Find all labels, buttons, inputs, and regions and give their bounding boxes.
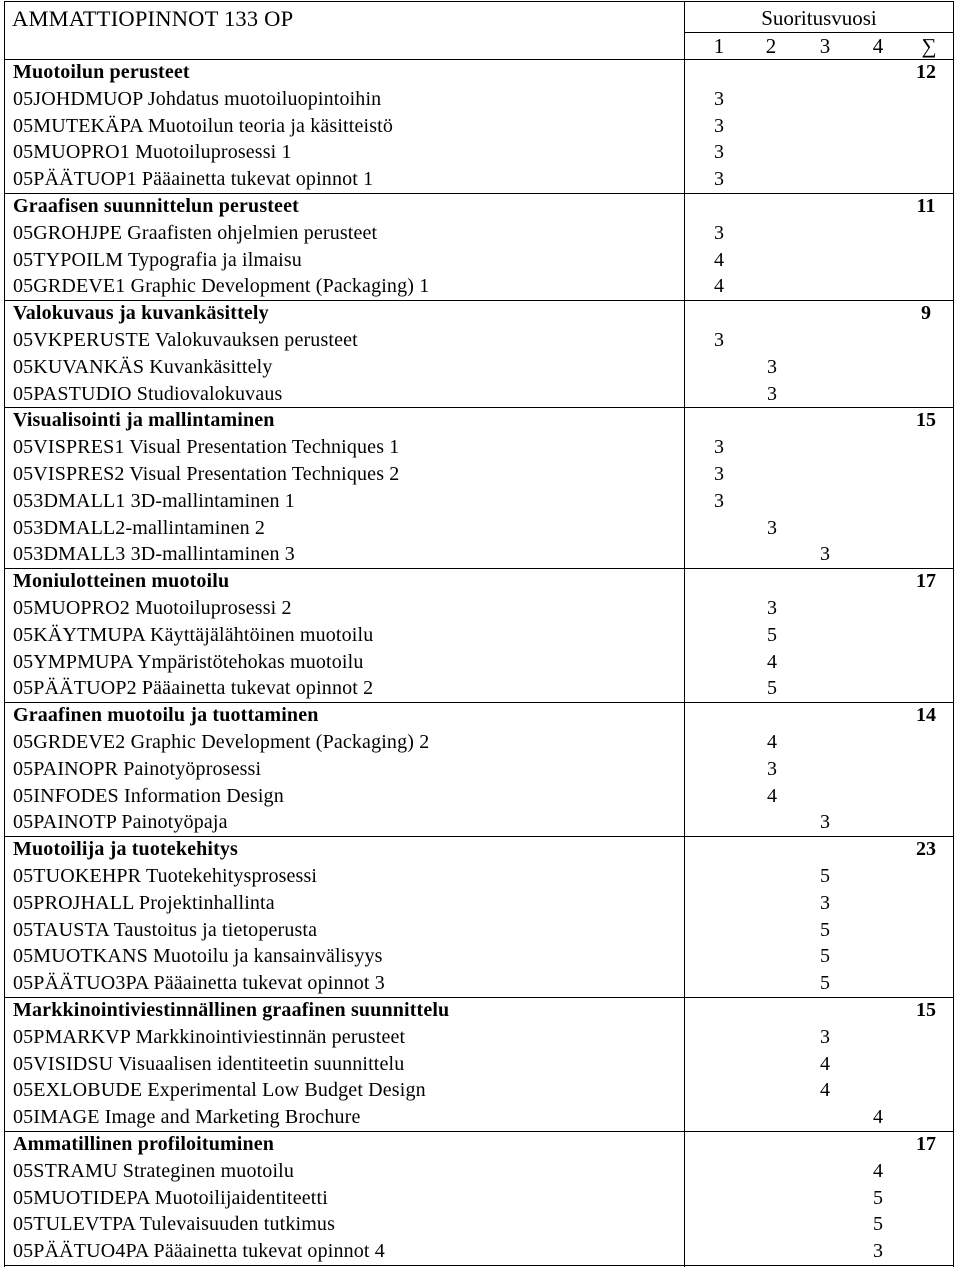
course-name: 05KUVANKÄS Kuvankäsittely [13,355,273,378]
group-heading-row [4,836,954,863]
course-credits: 3 [714,436,724,459]
group-name: Graafisen suunnittelun perusteet [13,195,299,217]
group-heading-row [4,407,954,434]
course-credits: 4 [714,275,724,298]
group-total: 11 [916,195,936,217]
course-row [4,1211,954,1238]
course-row [4,783,954,810]
group-heading-row [4,300,954,327]
course-row [4,354,954,381]
course-credits: 5 [767,677,777,700]
course-credits: 3 [767,355,777,378]
course-name: 05GRDEVE2 Graphic Development (Packaging) 2 [13,730,430,753]
course-name: 05MUOPRO2 Muotoiluprosessi 2 [13,596,292,619]
course-row [4,113,954,140]
course-row [4,273,954,300]
right-border [953,1,954,1267]
course-credits: 5 [820,918,830,941]
course-name: 05TULEVTPA Tulevaisuuden tutkimus [13,1213,336,1236]
year-column-divider [684,1,685,1267]
course-credits: 4 [714,248,724,271]
course-name: 05TUOKEHPR Tuotekehitysprosessi [13,864,318,887]
group-heading-row [4,59,954,86]
year-4-header: 4 [872,34,884,58]
course-name: 05MUTEKÄPA Muotoilun teoria ja käsitteistö [13,114,393,137]
group-total: 9 [921,302,931,325]
course-credits: 3 [714,221,724,244]
course-row [4,756,954,783]
course-row [4,890,954,917]
group-name: Muotoilun perusteet [13,61,190,83]
course-row [4,595,954,622]
curriculum-table [4,1,954,1267]
course-group [4,997,954,1132]
group-heading-row [4,997,954,1024]
course-credits: 3 [714,87,724,110]
group-total: 15 [916,409,936,432]
left-border [4,1,5,1267]
course-credits: 5 [767,623,777,646]
course-row [4,1158,954,1185]
course-row [4,166,954,193]
course-name: 05JOHDMUOP Johdatus muotoiluopintoihin [13,87,382,110]
course-name: 05PÄÄTUOP2 Pääainetta tukevat opinnot 2 [13,677,374,700]
course-row [4,1238,954,1265]
course-name: 05EXLOBUDE Experimental Low Budget Design [13,1079,426,1102]
course-credits: 3 [767,382,777,405]
course-row [4,809,954,836]
course-name: 05VKPERUSTE Valokuvauksen perusteet [13,328,358,351]
course-credits: 3 [714,114,724,137]
course-row [4,943,954,970]
course-row [4,541,954,568]
course-credits: 4 [820,1079,830,1102]
group-heading-row [4,702,954,729]
group-heading-row [4,1131,954,1158]
group-total: 23 [916,838,936,861]
course-credits: 3 [767,757,777,780]
course-credits: 3 [767,596,777,619]
group-name: Valokuvaus ja kuvankäsittely [13,302,269,325]
course-name: 05GROHJPE Graafisten ohjelmien perusteet [13,221,378,244]
course-name: 053DMALL3 3D-mallintaminen 3 [13,543,295,566]
course-group [4,407,954,569]
course-name: 05VISPRES2 Visual Presentation Techniques 2 [13,462,400,485]
year-header: Suoritusvuosi [761,6,877,30]
course-name: 05MUOTKANS Muotoilu ja kansainvälisyys [13,945,383,968]
course-group [4,836,954,998]
course-name: 05MUOPRO1 Muotoiluprosessi 1 [13,141,292,164]
course-credits: 4 [767,650,777,673]
course-credits: 3 [714,462,724,485]
course-name: 05PMARKVP Markkinointiviestinnän perusteet [13,1025,406,1048]
course-name: 05IMAGE Image and Marketing Brochure [13,1106,361,1129]
course-credits: 3 [714,328,724,351]
course-credits: 3 [714,141,724,164]
course-credits: 5 [820,864,830,887]
course-credits: 3 [820,543,830,566]
course-credits: 3 [714,489,724,512]
course-row [4,675,954,702]
course-row [4,917,954,944]
group-name: Moniulotteinen muotoilu [13,570,230,593]
year-1-header: 1 [713,34,725,58]
year-3-header: 3 [819,34,831,58]
course-name: 05PASTUDIO Studiovalokuvaus [13,382,283,405]
course-row [4,247,954,274]
year-2-header: 2 [765,34,777,58]
table-header [4,1,954,60]
course-row [4,729,954,756]
group-total: 17 [916,570,936,593]
sum-header: ∑ [921,34,937,58]
course-row [4,220,954,247]
group-name: Ammatillinen profiloituminen [13,1133,275,1155]
course-credits: 3 [820,1025,830,1048]
course-name: 05YMPMUPA Ympäristötehokas muotoilu [13,650,364,673]
course-credits: 4 [767,784,777,807]
course-row [4,461,954,488]
course-credits: 3 [873,1240,883,1263]
course-name: 05PROJHALL Projektinhallinta [13,891,275,914]
course-row [4,434,954,461]
course-credits: 5 [820,945,830,968]
course-credits: 5 [873,1186,883,1209]
course-row [4,622,954,649]
course-name: 05GRDEVE1 Graphic Development (Packaging) 1 [13,275,430,298]
course-group [4,300,954,408]
course-credits: 3 [820,811,830,834]
course-row [4,1185,954,1212]
course-row [4,649,954,676]
course-group [4,59,954,194]
course-name: 05PAINOPR Painotyöprosessi [13,757,262,780]
course-credits: 4 [873,1159,883,1182]
course-name: 05TYPOILM Typografia ja ilmaisu [13,248,302,271]
course-row [4,488,954,515]
group-name: Muotoilija ja tuotekehitys [13,838,238,861]
course-name: 05VISIDSU Visuaalisen identiteetin suunnittelu [13,1052,405,1075]
course-credits: 4 [767,730,777,753]
group-name: Markkinointiviestinnällinen graafinen suunnittelu [13,999,450,1021]
course-name: 05INFODES Information Design [13,784,284,807]
course-row [4,139,954,166]
course-row [4,1077,954,1104]
course-credits: 4 [820,1052,830,1075]
course-row [4,970,954,997]
course-name: 05MUOTIDEPA Muotoilijaidentiteetti [13,1186,328,1209]
course-row [4,1024,954,1051]
course-credits: 5 [873,1213,883,1236]
document-title: AMMATTIOPINNOT 133 OP [12,6,294,31]
course-credits: 4 [873,1106,883,1129]
course-name: 053DMALL2-mallintaminen 2 [13,516,266,539]
course-row [4,515,954,542]
group-total: 15 [916,999,936,1021]
course-name: 05TAUSTA Taustoitus ja tietoperusta [13,918,318,941]
course-credits: 3 [767,516,777,539]
group-heading-row [4,568,954,595]
course-name: 05PÄÄTUOP1 Pääainetta tukevat opinnot 1 [13,168,374,191]
course-credits: 3 [820,891,830,914]
course-group [4,568,954,703]
group-name: Graafinen muotoilu ja tuottaminen [13,704,319,727]
group-heading-row [4,193,954,220]
course-row [4,327,954,354]
course-name: 05KÄYTMUPA Käyttäjälähtöinen muotoilu [13,623,374,646]
course-name: 05PÄÄTUO4PA Pääainetta tukevat opinnot 4 [13,1240,385,1263]
course-row [4,1104,954,1131]
course-group [4,702,954,837]
course-name: 05VISPRES1 Visual Presentation Techniques 1 [13,436,400,459]
course-row [4,381,954,408]
course-row [4,863,954,890]
course-row [4,1051,954,1078]
group-total: 12 [916,61,936,83]
course-group [4,1131,954,1266]
course-credits: 5 [820,972,830,995]
course-row [4,86,954,113]
group-total: 17 [916,1133,936,1155]
group-total: 14 [916,704,936,727]
course-credits: 3 [714,168,724,191]
course-name: 05PÄÄTUO3PA Pääainetta tukevat opinnot 3 [13,972,385,995]
course-name: 05PAINOTP Painotyöpaja [13,811,228,834]
course-name: 05STRAMU Strateginen muotoilu [13,1159,295,1182]
course-group [4,193,954,301]
course-name: 053DMALL1 3D-mallintaminen 1 [13,489,295,512]
group-name: Visualisointi ja mallintaminen [13,409,275,432]
